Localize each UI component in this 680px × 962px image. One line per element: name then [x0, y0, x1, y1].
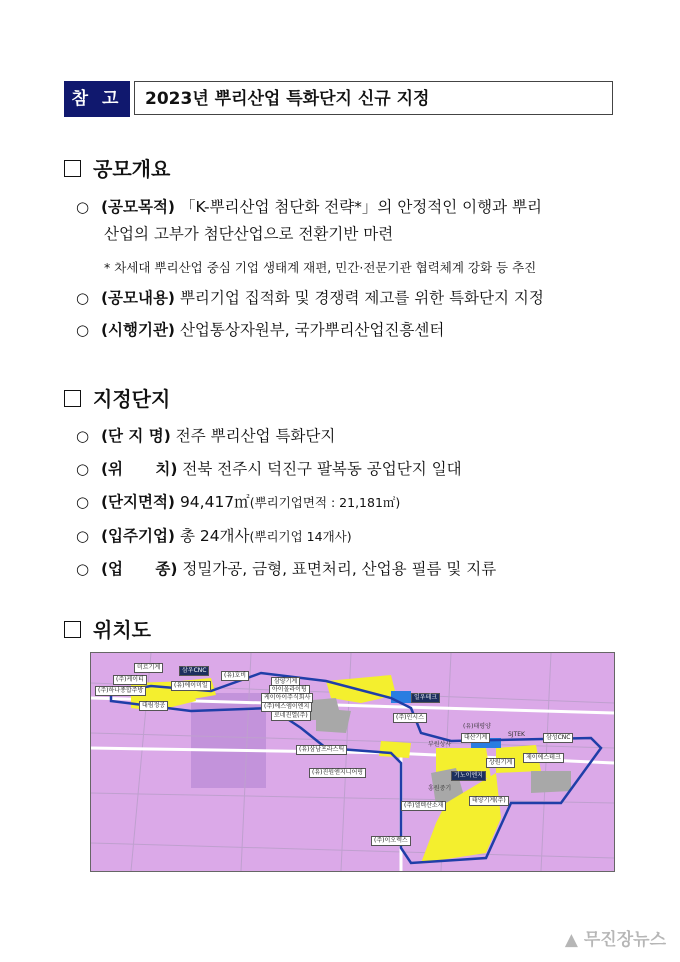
title-box	[64, 81, 613, 117]
map-label: 제이에스테크	[523, 753, 564, 763]
circle-bullet-icon: ○	[76, 460, 90, 478]
designation-location: ○ (위 치) 전북 전주시 덕진구 팔복동 공업단지 일대	[76, 460, 462, 478]
map-label: (주)이오렉스	[371, 836, 411, 846]
circle-bullet-icon: ○	[76, 198, 90, 216]
page-title: 2023년 뿌리산업 특화단지 신규 지정	[134, 81, 613, 115]
overview-agency: ○ (시행기관) 산업통상자원부, 국가뿌리산업진흥센터	[76, 321, 445, 339]
checkbox-square-icon	[64, 160, 81, 177]
map-label: 미르기계	[134, 663, 163, 673]
map-label: 아이올라이팅	[269, 685, 310, 695]
map-label: 케이아이주식회사	[261, 693, 313, 703]
overview-purpose-note: * 차세대 뿌리산업 중심 기업 생태계 재편, 민간·전문기관 협력체계 강화 등 추진	[104, 260, 537, 275]
map-label: 로네진열(주)	[271, 711, 311, 721]
map-label: 상원기계	[486, 758, 515, 768]
circle-bullet-icon: ○	[76, 427, 90, 445]
circle-bullet-icon: ○	[76, 289, 90, 307]
circle-bullet-icon: ○	[76, 493, 90, 511]
map-label: (유)진원엔지니어링	[309, 768, 366, 778]
designation-name: ○ (단 지 명) 전주 뿌리산업 특화단지	[76, 427, 336, 445]
mountain-logo-icon: ▲	[564, 930, 578, 950]
overview-content: ○ (공모내용) 뿌리기업 집적화 및 경쟁력 제고를 위한 특화단지 지정	[76, 289, 544, 307]
location-map	[90, 652, 615, 872]
map-label: (유)태평양	[463, 723, 491, 730]
title-tag: 참 고	[64, 81, 130, 117]
map-label: SJTEK	[508, 731, 525, 738]
section-heading-overview: 공모개요	[64, 153, 170, 182]
map-label: (주)엘텍산소재	[401, 801, 446, 811]
circle-bullet-icon: ○	[76, 527, 90, 545]
map-label: 흥원중기	[428, 785, 452, 792]
section-heading-location-map: 위치도	[64, 614, 151, 643]
circle-bullet-icon: ○	[76, 560, 90, 578]
map-label: 삼성CNC	[543, 733, 573, 743]
designation-companies: ○ (입주기업) 총 24개사(뿌리기업 14개사)	[76, 527, 352, 545]
checkbox-square-icon	[64, 390, 81, 407]
designation-industry: ○ (업 종) 정밀가공, 금형, 표면처리, 산업용 필름 및 지류	[76, 560, 497, 578]
map-label: 기노이엔지	[451, 771, 486, 781]
map-label: 삼우CNC	[179, 666, 209, 676]
map-label: (유)호비	[221, 671, 249, 681]
map-label: 삼양기계	[271, 677, 300, 687]
section-heading-designation: 지정단지	[64, 383, 170, 412]
map-label: 대산기계	[461, 733, 490, 743]
map-label: (주)에스엠이엔지	[261, 702, 312, 712]
map-label: 태양기계(주)	[469, 796, 509, 806]
designation-area: ○ (단지면적) 94,417㎡(뿌리기업면적 : 21,181㎡)	[76, 493, 401, 511]
map-label: (유)삼남프라스틱	[296, 745, 347, 755]
map-label: (주)케이티	[113, 675, 147, 685]
map-label: (주)인시스	[393, 713, 427, 723]
circle-bullet-icon: ○	[76, 321, 90, 339]
map-label: (유)에이미일	[171, 681, 211, 691]
map-label: 일우테크	[411, 693, 440, 703]
overview-purpose: ○ (공모목적) 「K-뿌리산업 첨단화 전략*」의 안정적인 이행과 뿌리	[76, 198, 542, 216]
map-label: 대림정공	[139, 701, 168, 711]
map-label: (주)하나종합주방	[95, 686, 146, 696]
checkbox-square-icon	[64, 621, 81, 638]
overview-purpose-cont: 산업의 고부가 첨단산업으로 전환기반 마련	[104, 225, 394, 243]
watermark-logo: ▲ 무진장뉴스	[564, 930, 666, 950]
map-label: 부원상사	[428, 741, 452, 748]
